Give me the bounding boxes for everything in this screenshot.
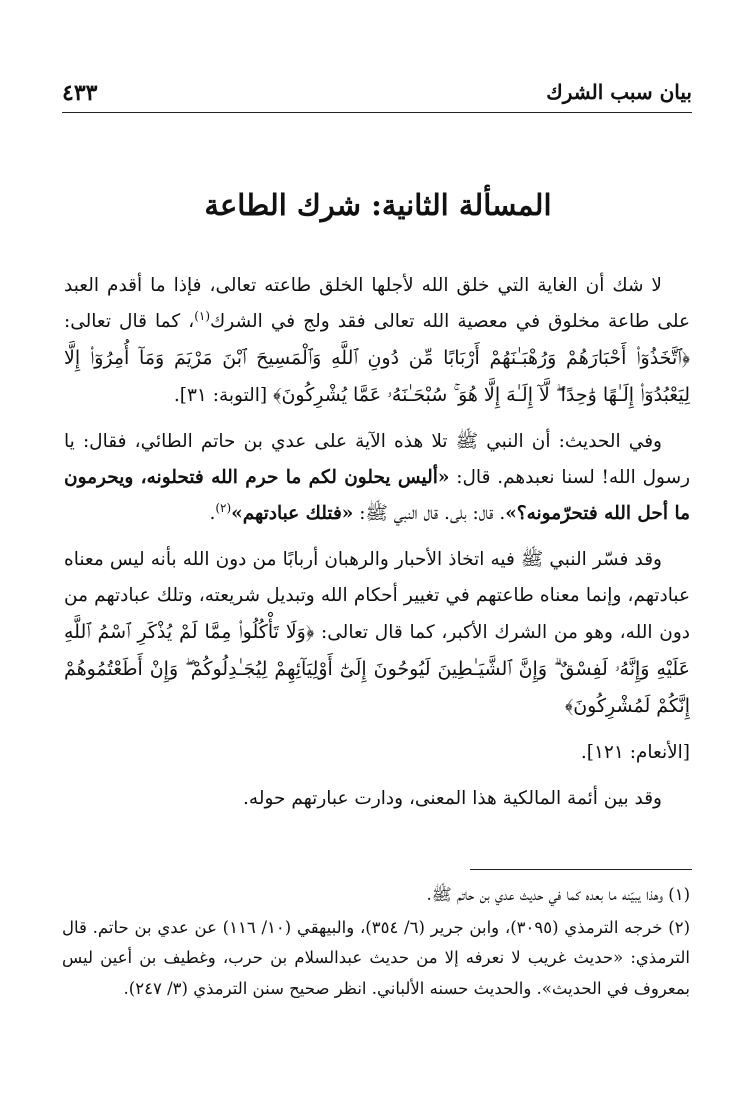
footnotes xyxy=(62,880,690,1006)
quran-verse-tawbah: ﴿ٱتَّخَذُوٓا۟ أَحْبَارَهُمْ وَرُهْبَـٰنَهُمْ أَرْبَابًا مِّن دُونِ ٱللَّهِ وَٱلْمَسِيحَ ٱبْنَ مَرْيَمَ وَمَآ أُمِرُوٓا۟ إِلَّا لِيَعْبُدُوٓا۟ إِلَـٰهًا وَٰحِدًا ۖ لَّآ إِلَـٰهَ إِلَّا هُوَ ۚ سُبْحَـٰنَهُۥ عَمَّا يُشْرِكُونَ﴾ xyxy=(64,347,690,406)
paragraph-1-text: لا شك أن الغاية التي خلق الله لأجلها الخلق طاعته تعالى، فإذا ما أقدم العبد على طاعة مخلوق في معصية الله تعالى فقد ولج في الشرك xyxy=(64,275,690,332)
hadith-quote: «أليس يحلون لكم ما حرم الله فتحلونه، ويحرمون ما أحل الله فتحرّمونه؟» xyxy=(64,467,690,524)
footnote-ref-1: (١) xyxy=(194,308,211,323)
paragraph-1-cont: ، كما قال تعالى: xyxy=(64,311,195,332)
paragraph-3-text: وقد فسّر النبي ﷺ فيه اتخاذ الأحبار والرهبان أربابًا من دون الله بأنه ليس معناه عبادتهم، وإنما معناه طاعتهم في تغيير أحكام الله وتبديل شريعته، وتلك عبادتهم من دون الله، وهو من الشرك الأكبر، كما قال تعالى: xyxy=(64,549,690,643)
body-text xyxy=(64,268,690,827)
running-title: بيان سبب الشرك xyxy=(546,80,692,104)
citation-tawbah: [التوبة: ٣١]. xyxy=(173,385,274,406)
paragraph-1 xyxy=(64,268,690,414)
section-title: المسألة الثانية: شرك الطاعة xyxy=(204,188,552,222)
quran-verse-anam: ﴿وَلَا تَأْكُلُوا۟ مِمَّا لَمْ يُذْكَرِ ٱسْمُ ٱللَّهِ عَلَيْهِ وَإِنَّهُۥ لَفِسْقٌ ۗ وَإِنَّ ٱلشَّيَـٰطِينَ لَيُوحُونَ إِلَىٰٓ أَوْلِيَآئِهِمْ لِيُجَـٰدِلُوكُمْ ۖ وَإِنْ أَطَعْتُمُوهُمْ إِنَّكُمْ لَمُشْرِكُونَ﴾ xyxy=(64,621,690,717)
paragraph-4-text: وقد بين أئمة المالكية هذا المعنى، ودارت عبارتهم حوله. xyxy=(243,788,662,809)
paragraph-2-text-a: وفي الحديث: أن النبي ﷺ تلا هذه الآية على عدي بن حاتم الطائي، فقال: يا رسول الله! لسنا نعبدهم. قال: xyxy=(64,431,691,488)
footnote-2: (٢) خرجه الترمذي (٣٠٩٥)، وابن جرير (٦/ ٣٥٤)، والبيهقي (١٠/ ١١٦) عن عدي بن حاتم. قال الترمذي: «حديث غريب لا نعرفه إلا من حديث عبدالسلام بن حرب، وغطيف بن أعين ليس بمعروف في الحديث». والحديث حسنه الألباني. انظر صحيح سنن الترمذي (٣/ ٢٤٧). xyxy=(62,917,691,998)
paragraph-4 xyxy=(64,781,690,817)
footnote-divider xyxy=(470,869,692,870)
citation-anam-line xyxy=(64,735,690,771)
paragraph-3 xyxy=(64,542,690,725)
paragraph-2 xyxy=(64,424,690,532)
paragraph-2-text-b: . قال: بلى. قال النبي ﷺ: xyxy=(353,503,506,524)
footnote-1: (١) وهذا يبيّنه ما بعده كما في حديث عدي بن حاتم ﷺ. xyxy=(426,885,690,904)
paragraph-2-end: . xyxy=(209,503,216,524)
page-number: ٤٣٣ xyxy=(62,80,98,106)
citation-anam: [الأنعام: ١٢١]. xyxy=(580,742,690,763)
hadith-answer: «فتلك عبادتهم» xyxy=(231,503,354,524)
page-header xyxy=(62,78,692,113)
footnote-ref-2: (٢) xyxy=(215,500,232,515)
